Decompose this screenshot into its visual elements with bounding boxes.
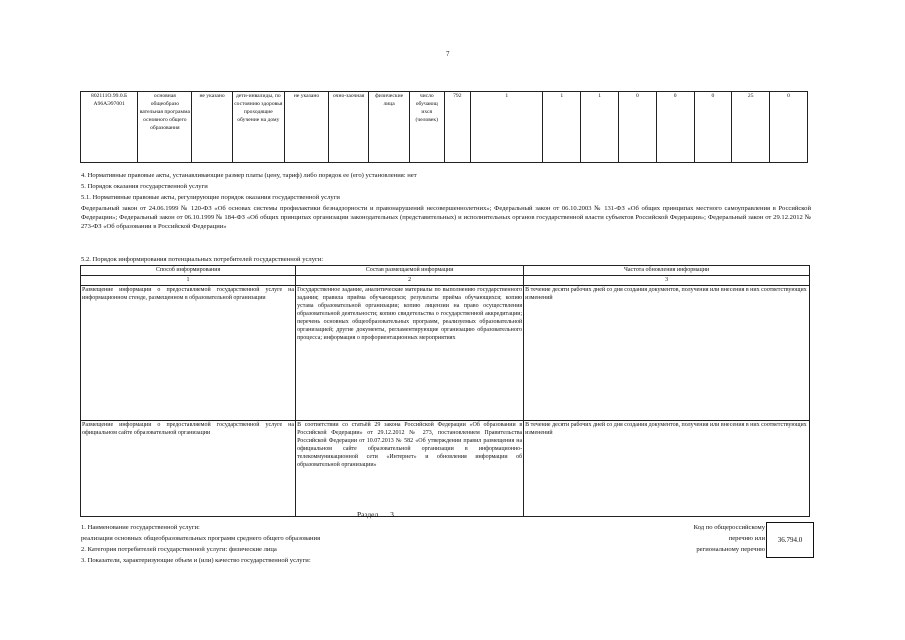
registry-number-cell: 802111О.99.0.Б А96АЭ97001 — [81, 92, 138, 163]
page-number: 7 — [446, 50, 450, 58]
method-cell: Размещение информации о предоставляемой государственной услуге на официальном сайте образовательной организации — [81, 421, 296, 517]
registry-code-box: 36.794.0 — [766, 522, 814, 558]
method-cell: Размещение информации о предоставляемой государственной услуге на информационном стенде, размещенном в образовательной организации — [81, 286, 296, 421]
section-title: Раздел 3 — [357, 510, 394, 519]
frequency-cell: В течение десяти рабочих дней со дня создания документов, получения или внесения в них соответствующих изменений — [524, 421, 810, 517]
value-cell: 1 — [471, 92, 543, 163]
value-cell: 0 — [656, 92, 694, 163]
value-cell: 1 — [543, 92, 581, 163]
frequency-cell: В течение десяти рабочих дней со дня создания документов, получения или внесения в них соответствующих изменений — [524, 286, 810, 421]
value-cell: 0 — [694, 92, 732, 163]
code-label-line2: перечню или — [728, 535, 765, 542]
content-cell: Государственное задание, аналитические материалы по выполнению государственного задания; правила приёма обучающихся; результаты приёма обучающихся; копию устава образовательной организации; копию лицензии на право осуществления образовательной деятельности; копию свидетельства о государственной аккредитации; перечень основных общеобразовательных программ, реализуемых образовательной организацией; другие документы, регламентирующие организацию образовательного процесса; информация о профориентационных мероприятиях — [296, 286, 524, 421]
item-5-2-text: 5.2. Порядок информирования потенциальных потребителей государственной услуги: — [81, 256, 324, 263]
consumers-cell: физические лица — [369, 92, 410, 163]
laws-text: Федеральный закон от 24.06.1999 № 120-ФЗ «Об основах системы профилактики безнадзорности и правонарушений несовершеннолетних»; Федеральный закон от 06.10.2003 № 131-ФЗ «Об общих принципах местного самоуправления в Российской Федерации»; Федеральный закон от 06.10.1999 № 184-ФЗ «Об общих принципах организации законодательных (представительных) и исполнительных органов государственной власти субъектов Российской Федерации»; Федеральный закон от 29.12.2012 № 273-ФЗ «Об образовании в Российской Федерации» — [81, 205, 811, 230]
form-cell: очно-заочная — [329, 92, 369, 163]
table-header-row — [81, 266, 810, 276]
value-cell: 1 — [581, 92, 619, 163]
information-table — [80, 265, 810, 517]
column-number: 2 — [296, 276, 524, 286]
value-cell: 25 — [732, 92, 770, 163]
item-5-1-text: 5.1. Нормативные правовые акты, регулирующие порядок оказания государственной услуги — [81, 194, 340, 201]
value-cell: 0 — [618, 92, 656, 163]
value-cell: 0 — [770, 92, 808, 163]
table-row — [81, 286, 810, 421]
program-cell: основная общеобразо вательная программа основного общего образования — [138, 92, 192, 163]
column-header: Способ информирования — [81, 266, 296, 276]
column-header: Состав размещаемой информации — [296, 266, 524, 276]
item-4-text: 4. Нормативные правовые акты, устанавливающие размер платы (цену, тариф) либо порядок ее (его) установления: нет — [81, 172, 417, 179]
standard-cell: не указано — [192, 92, 232, 163]
table-row — [81, 421, 810, 517]
table-number-row — [81, 276, 810, 286]
column-number: 1 — [81, 276, 296, 286]
place-cell: не указано — [284, 92, 328, 163]
indicator-name-cell: число обучающ ихся (человек) — [409, 92, 444, 163]
code-label-line1: Код по общероссийскому — [693, 524, 765, 531]
content-cell: В соответствии со статьёй 29 закона Российской Федерации «Об образовании в Российской Федерации» от 29.12.2012 № 273, постановлением Правительства Российской Федерации от 10.07.2013 № 582 «Об утверждении правил размещения на официальном сайте образовательной организации в информационно-телекоммуникационной сети «Интернет» и обновления информации об образовательной организации» — [296, 421, 524, 517]
consumer-category-text: 2. Категория потребителей государственной услуги: физические лица — [81, 546, 277, 553]
consumer-category-cell: дети-инвалиды, по состоянию здоровья проходящие обучение на дому — [232, 92, 284, 163]
service-name-value: реализация основных общеобразовательных программ среднего общего образования — [81, 535, 321, 542]
service-volume-table — [80, 91, 808, 163]
table-row — [81, 92, 808, 163]
service-name-label: 1. Наименование государственной услуги: — [81, 524, 200, 531]
unit-code-cell: 792 — [444, 92, 470, 163]
code-label-line3: региональному перечню — [696, 546, 765, 553]
column-header: Частота обновления информации — [524, 266, 810, 276]
column-number: 3 — [524, 276, 810, 286]
indicators-text: 3. Показатели, характеризующие объем и (или) качество государственной услуги: — [81, 557, 311, 564]
item-5-text: 5. Порядок оказания государственной услуги — [81, 183, 208, 190]
